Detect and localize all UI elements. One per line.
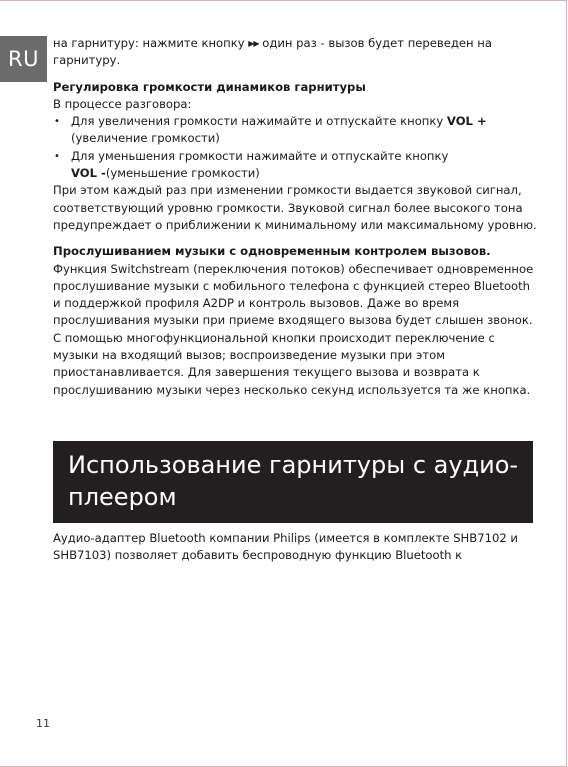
fast-forward-icon: ▶▶ [248, 39, 259, 48]
volume-down-text: Для уменьшения громкости нажимайте и отпускайте кнопку [71, 148, 449, 163]
volume-body: При этом каждый раз при изменении громкости выдается звуковой сигнал, соответствующий уровню громкости. Звуковой сигнал более высокого тона предупреждает о приближении к минимальному или максимальному уровню. [53, 183, 537, 232]
volume-up-text: Для увеличения громкости нажимайте и отпускайте кнопку [71, 114, 447, 129]
section-banner [53, 441, 533, 523]
vol-minus-key: VOL - [71, 166, 106, 181]
music-body: Функция Switchstream (переключения потоков) обеспечивает одновременное прослушивание музыки с мобильного телефона с функцией стерео Bluetooth и поддержкой профиля A2DP и контроль вызовов. Даже во время прослушивания музыки при приеме входящего вызова будет слышен звонок. С помощью многофункциональной кнопки происходит переключение с музыки на входящий вызов; воспроизведение музыки при этом приостанавливается. Для завершения текущего вызова и возврата к прослушиванию музыки через несколько секунд используется та же кнопка. [53, 261, 534, 397]
vol-plus-key: VOL + [446, 114, 487, 129]
intro-text-suffix: один раз - вызов будет переведен на гарнитуру. [53, 36, 492, 68]
intro-paragraph [53, 35, 539, 70]
volume-down-note: (уменьшение громкости) [105, 166, 260, 181]
after-banner-paragraph: Аудио-адаптер Bluetooth компании Philips (имеется в комплекте SHB7102 и SHB7103) позволяет добавить беспроводную функцию Bluetooth к [53, 531, 518, 563]
volume-up-note: (увеличение громкости) [71, 131, 220, 146]
page-number: 11 [36, 717, 50, 730]
volume-lead: В процессе разговора: [53, 96, 192, 111]
language-label: RU [8, 47, 39, 71]
volume-heading: Регулировка громкости динамиков гарнитуры [53, 79, 366, 94]
volume-bullet-down [53, 148, 539, 183]
volume-list [53, 113, 539, 182]
music-heading: Прослушиванием музыки с одновременным контролем вызовов. [53, 244, 491, 259]
language-tab [0, 36, 47, 82]
intro-text-prefix: на гарнитуру: нажмите кнопку [53, 36, 249, 50]
banner-title: Использование гарнитуры с аудио-плеером [68, 451, 519, 511]
volume-bullet-up [53, 113, 539, 148]
after-banner-content [53, 530, 539, 565]
main-content [53, 35, 539, 399]
